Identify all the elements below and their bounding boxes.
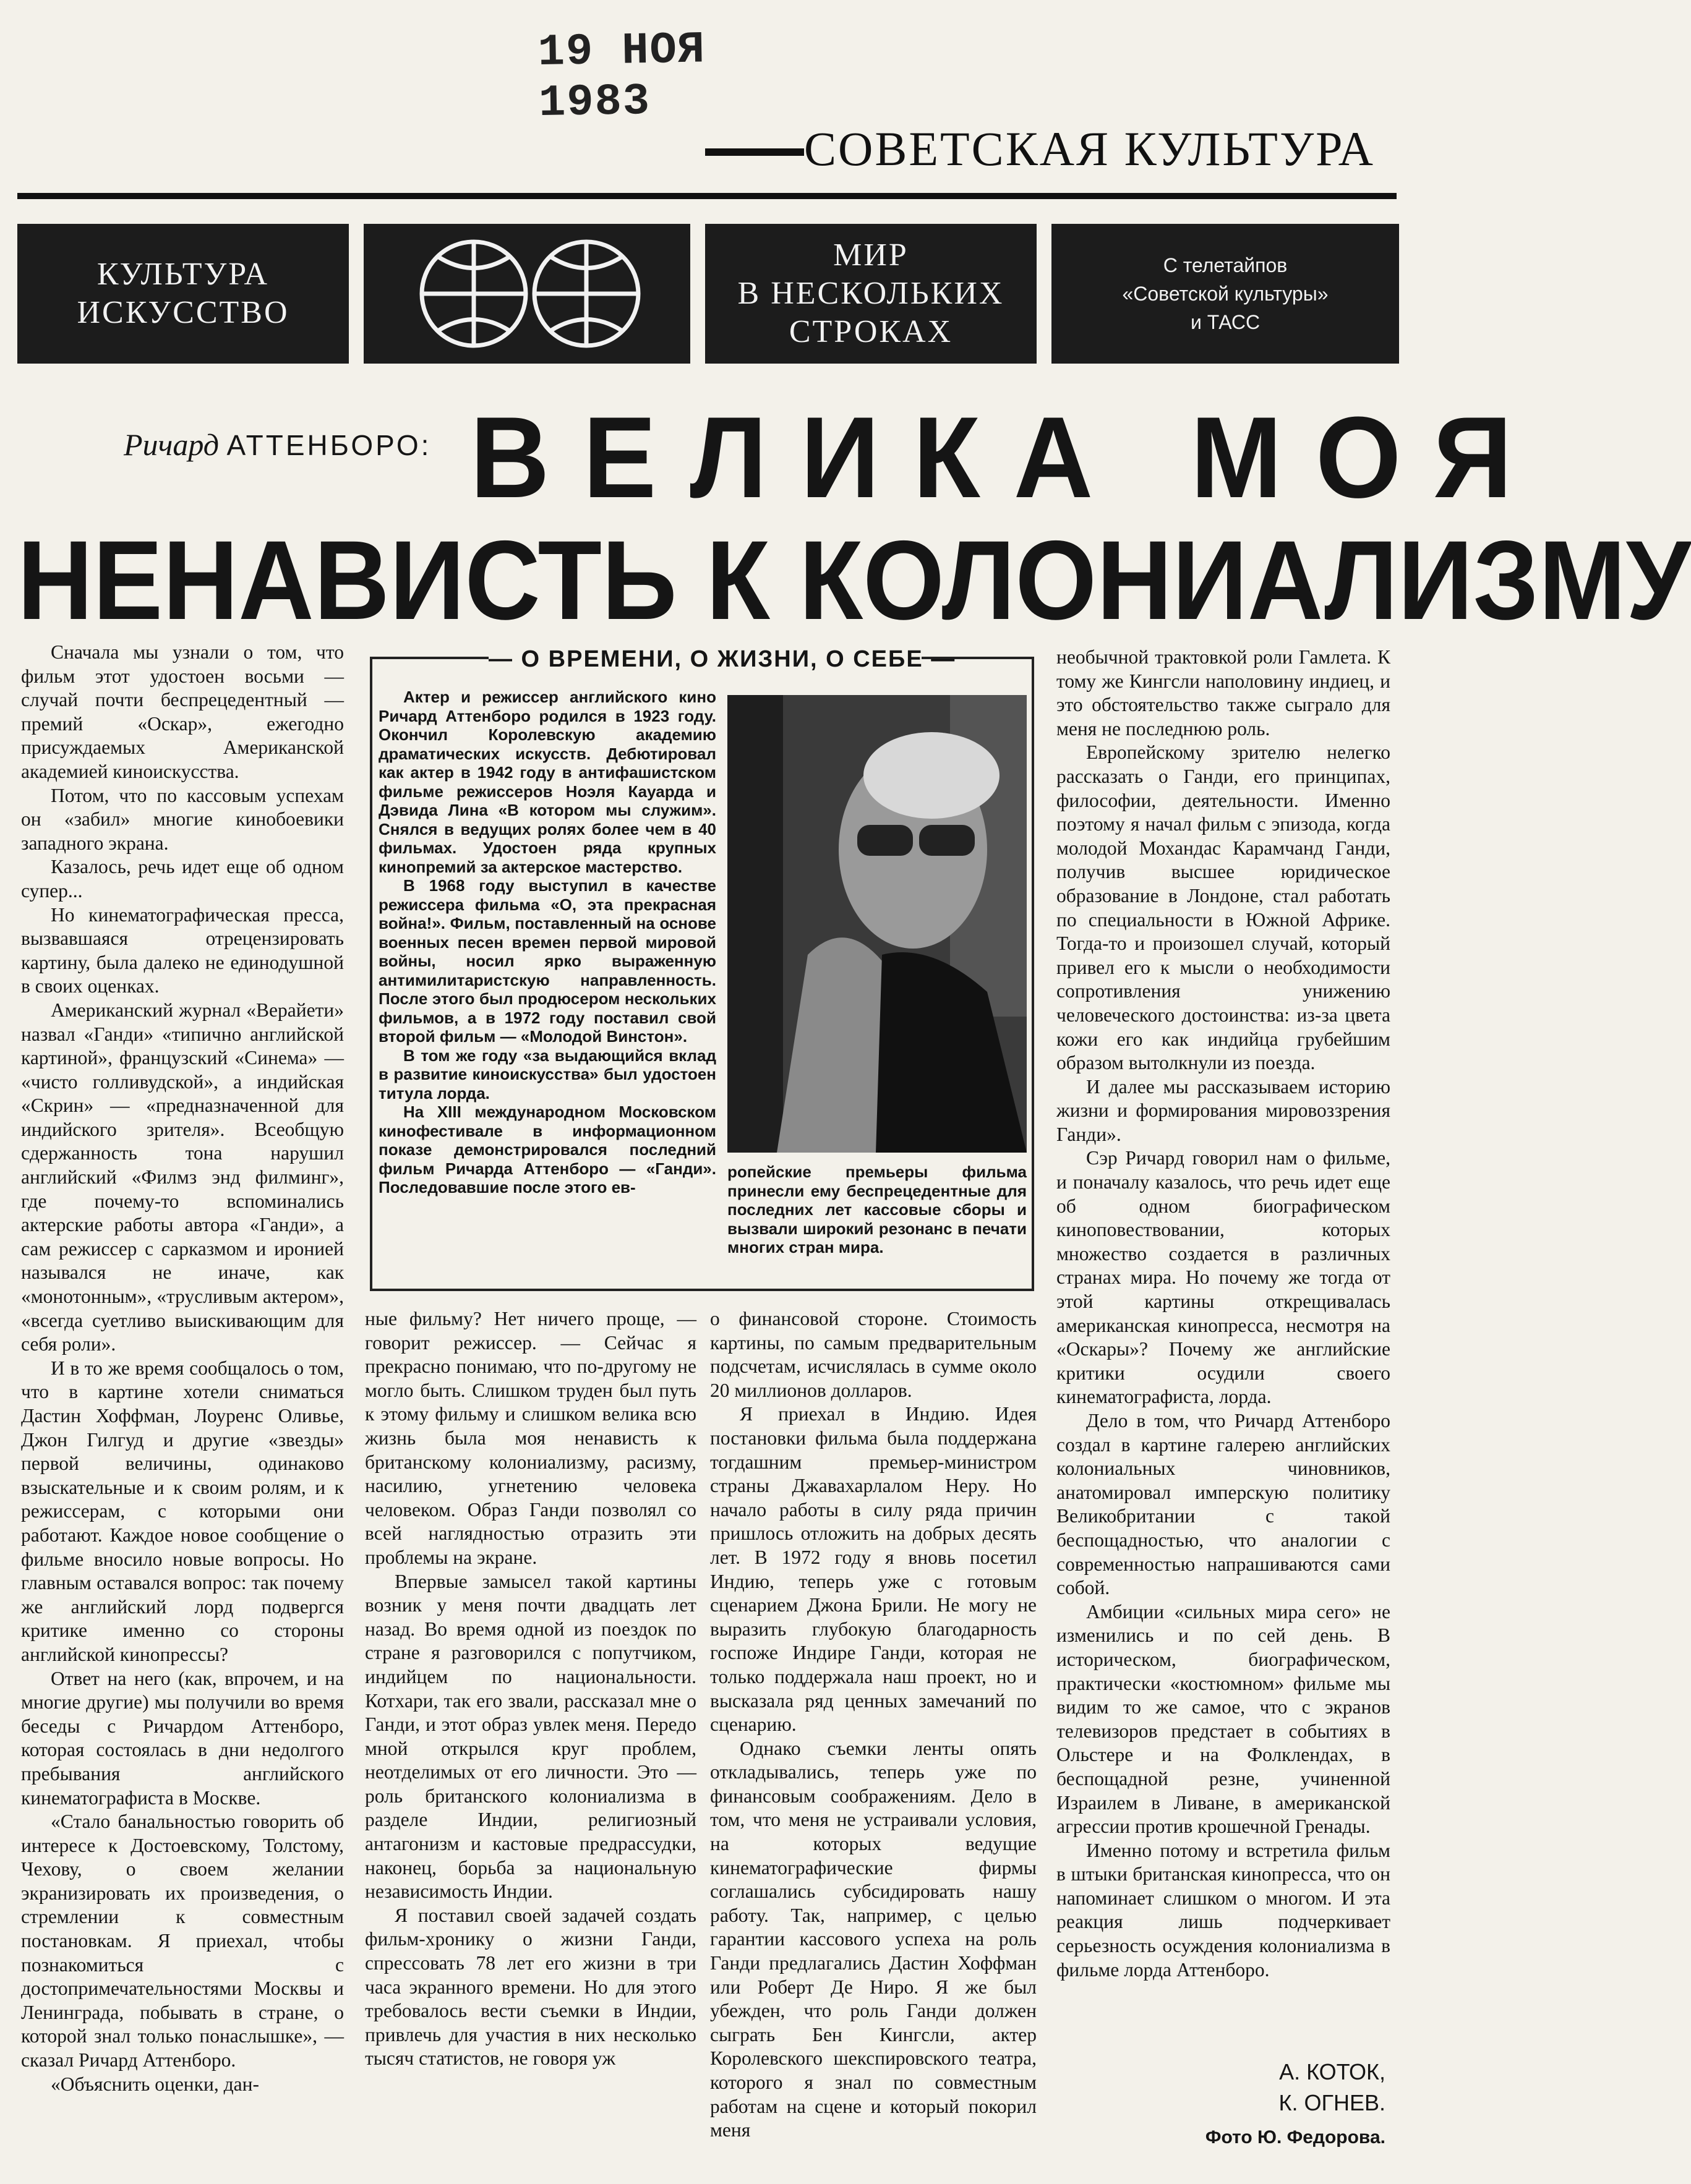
col1-paragraph: «Объяснить оценки, дан- bbox=[51, 2073, 259, 2095]
newspaper-name: СОВЕТСКАЯ КУЛЬТУРА bbox=[804, 122, 1375, 176]
col4-paragraph: И далее мы рассказываем историю жизни и формирования мировоззрения Ганди». bbox=[1056, 1075, 1390, 1145]
col1-paragraph: И в то же время сообщалось о том, что в картине хотели сниматься Дастин Хоффман, Лоуренс Оливье, Джон Гилгуд и другие «звезды» первой величины, одинаково взыскательные и к своим ролям, и к режиссерам, с которыми они работают. Каждое новое сообщение о фильме вносило новые вопросы. Но главным оставался вопрос: так почему же английский лорд подвергся критике именно со стороны английской кинопрессы? bbox=[21, 1357, 344, 1665]
bio-box-subtitle: — О ВРЕМЕНИ, О ЖИЗНИ, О СЕБЕ — bbox=[489, 643, 922, 675]
col3-paragraph: о финансовой стороне. Стоимость картины, по самым предварительным подсчетам, исчислялась в сумме около 20 миллионов долларов. bbox=[710, 1308, 1037, 1401]
col2-paragraph: Впервые замысел такой картины возник у меня почти двадцать лет назад. Во время одной из поездок по стране я разговорился с попутчиком, индийцем по национальности. Котхари, так его звали, рассказал мне о Ганди, и этот образ увлек меня. Передо мной открылся круг проблем, неотделимых от его личности. Это — роль британского колониализма в разделе Индии, религиозный антагонизм и кастовые предрассудки, наконец, борьба за национальную независимость Индии. bbox=[365, 1570, 696, 1903]
col4-paragraph: Дело в том, что Ричард Аттенборо создал в картине галерею английских колониальных чиновников, анатомировал имперскую политику Великобритании с такой беспощадностью, что аналогии с современностью напрашиваются сами собой. bbox=[1056, 1410, 1390, 1599]
col1-paragraph: «Стало банальностью говорить об интересе к Достоевскому, Толстому, Чехову, о своем желании экранизировать их произведения, о стремлении к совместным постановкам. Я приехал, чтобы познакомиться с достопримечательностями Москвы и Ленинграда, побывать в стране, о которой знал только понаслышке», — сказал Ричард Аттенборо. bbox=[21, 1811, 344, 2071]
bio-paragraph: Актер и режиссер английского кино Ричард Аттенборо родился в 1923 году. Окончил Королевскую академию драматических искусств. Дебютировал как актер в 1942 году в антифашистском фильме режиссеров Ноэля Кауарда и Дэвида Лина «В котором мы служим». Снялся в ведущих ролях более чем в 40 фильмах. Удостоен ряда крупных кинопремий за актерское мастерство. bbox=[379, 688, 716, 876]
globe-icon bbox=[364, 224, 690, 364]
article-column-3 bbox=[710, 1307, 1037, 2184]
col4-paragraph: необычной трактовкой роли Гамлета. К тому же Кингсли наполовину индиец, и это обстоятельство также сыграло для меня не последнюю роль. bbox=[1056, 646, 1390, 740]
photo-credit: Фото Ю. Федорова. bbox=[1205, 2127, 1385, 2148]
headline-line-1: ВЕЛИКА МОЯ bbox=[470, 393, 1546, 522]
bio-box-left-column bbox=[379, 688, 716, 1282]
col1-paragraph: Ответ на него (как, впрочем, и на многие другие) мы получили во время беседы с Ричардом Аттенборо, которая состоялась в дни недолгого пребывания английского кинематографиста в Москве. bbox=[21, 1667, 344, 1809]
col1-paragraph: Сначала мы узнали о том, что фильм этот удостоен восьми — случай почти беспрецедентный — премий «Оскар», ежегодно присуждаемых Американской академией киноискусства. bbox=[21, 641, 344, 782]
col4-paragraph: Европейскому зрителю нелегко рассказать о Ганди, его принципах, философии, деятельности. Именно поэтому я начал фильм с эпизода, когда молодой Мохандас Карамчанд Ганди, получив высшее юридическое образование в Лондоне, стал работать по специальности в Южной Африке. Тогда-то и произошел случай, который привел его к мысли о необходимости сопротивления унижению человеческого достоинства: из-за цвета кожи его как индийца грубейшим образом вытолкнули из поезда. bbox=[1056, 741, 1390, 1074]
header-box-world bbox=[705, 224, 1037, 364]
article-column-1 bbox=[21, 641, 344, 2184]
header-box-world-label: МИР В НЕСКОЛЬКИХ СТРОКАХ bbox=[737, 237, 1004, 349]
author-signature-2: К. ОГНЕВ. bbox=[1278, 2090, 1385, 2115]
bio-box-right-column bbox=[727, 1162, 1027, 1284]
col1-paragraph: Потом, что по кассовым успехам он «забил» многие кинобоевики западного экрана. bbox=[21, 784, 344, 854]
col3-paragraph: Я приехал в Индию. Идея постановки фильма была поддержана тогдашним премьер-министром страны Джавахарлалом Неру. Но начало работы в силу ряда причин пришлось отложить на добрых десять лет. В 1972 году я вновь посетил Индию, теперь уже с готовым сценарием Джона Брили. Не могу не выразить глубокую благодарность госпоже Индире Ганди, которая не только поддержала наш проект, но и высказала ряд ценных замечаний по сценарию. bbox=[710, 1403, 1037, 1736]
bio-paragraph: В 1968 году выступил в качестве режиссера фильма «О, эта прекрасная война!». Фильм, поставленный на основе военных песен времен первой мировой войны, носил ярко выраженную антимилитаристскую направленность. После этого был продюсером нескольких фильмов, а в 1972 году поставил свой второй фильм — «Молодой Винстон». bbox=[379, 876, 716, 1046]
col1-paragraph: Американский журнал «Верайети» назвал «Ганди» «типично английской картиной», французский «Синема» — «чисто голливудской», а индийская «Скрин» — «предназначенной для индийского зрителя». Всеобщую сдержанность тона нарушил английский «Филмз энд филминг», где почему-то вспоминались актерские работы автора «Ганди», а сам режиссер с сарказмом и иронией назывался не иначе, как «монотонным», «трусливым актером», «всегда суетливо выискивающим для себя роли». bbox=[21, 999, 344, 1355]
bio-paragraph: На XIII международном Московском кинофестивале в информационном показе демонстрировался последний фильм Ричарда Аттенборо — «Ганди». Последовавшие после этого ев- bbox=[379, 1103, 716, 1197]
byline-last: АТТЕНБОРО: bbox=[226, 429, 432, 461]
headline-line-2: НЕНАВИСТЬ К КОЛОНИАЛИЗМУ bbox=[17, 517, 1691, 643]
col4-paragraph: Именно потому и встретила фильм в штыки британская кинопресса, что он напоминает слишком о многом. И эта реакция лишь подчеркивает серьезность осуждения колониализма в фильме лорда Аттенборо. bbox=[1056, 1839, 1390, 1981]
portrait-image bbox=[727, 695, 1027, 1153]
col1-paragraph: Казалось, речь идет еще об одном супер... bbox=[21, 856, 344, 902]
col4-paragraph: Амбиции «сильных мира сего» не изменились и по сей день. В историческом, биографическом, практически «костюмном» фильме мы видим то же самое, что с экранов телевизоров предстает в событиях в Ольстере и на Фолклендах, в беспощадной резне, учиненной Израилем в Ливане, в американской агрессии против крошечной Гренады. bbox=[1056, 1600, 1390, 1838]
byline-first: Ричард bbox=[124, 427, 220, 462]
article-column-4 bbox=[1056, 646, 1390, 2058]
header-box-teletype bbox=[1051, 224, 1399, 364]
header-box-culture-label: КУЛЬТУРА ИСКУССТВО bbox=[77, 257, 289, 330]
masthead-rule bbox=[705, 148, 804, 156]
byline bbox=[124, 427, 470, 476]
col2-paragraph: Я поставил своей задачей создать фильм-хронику о жизни Ганди, спрессовать 78 лет его жизни в три часа экранного времени. Но для этого требовалось вести съемки в Индии, привлечь для участия в них несколько тысяч статистов, не говоря уж bbox=[365, 1904, 696, 2070]
bio-paragraph: В том же году «за выдающийся вклад в развитие киноискусства» был удостоен титула лорда. bbox=[379, 1046, 716, 1103]
date-stamp: 19 НОЯ 1983 bbox=[537, 24, 706, 129]
header-box-teletype-label: С телетайпов «Советской культуры» и ТАСС bbox=[1122, 254, 1329, 333]
col3-paragraph: Однако съемки ленты опять откладывались, теперь уже по финансовым соображениям. Дело в том, что меня не устраивали условия, на которых ведущие кинематографические фирмы соглашались субсидировать нашу работу. Так, например, с целью гарантии кассового успеха на роль Ганди предлагались Дастин Хоффман или Роберт Де Ниро. Я же был убежден, что роль Ганди должен сыграть Бен Кингсли, актер Королевского шекспировского театра, которого я знал по совместным работам на сцене и который покорил меня bbox=[710, 1737, 1037, 2141]
author-signature-1: А. КОТОК, bbox=[1279, 2059, 1385, 2084]
col1-paragraph: Но кинематографическая пресса, вызвавшаяся отрецензировать картину, была далеко не единодушной в своих оценках. bbox=[21, 903, 344, 997]
col4-paragraph: Сэр Ричард говорил нам о фильме, и поначалу казалось, что речь идет еще об одном биографическом киноповествовании, которых множество создается в различных странах мира. Но почему же тогда от этой картины открещивалась американская кинопресса, несмотря на «Оскары»? Почему же английские критики осудили своего кинематографиста, лорда. bbox=[1056, 1147, 1390, 1408]
globe-logo bbox=[364, 224, 690, 364]
header-box-culture bbox=[17, 224, 349, 364]
header-rule bbox=[17, 193, 1397, 199]
bio-paragraph: ропейские премьеры фильма принесли ему беспрецедентные для последних лет кассовые сборы и вызвали широкий резонанс в печати многих стран мира. bbox=[727, 1162, 1027, 1256]
portrait-photo bbox=[727, 695, 1027, 1153]
article-column-2 bbox=[365, 1307, 696, 2184]
col2-paragraph: ные фильму? Нет ничего проще, — говорит режиссер. — Сейчас я прекрасно понимаю, что по-другому не могло быть. Слишком труден был путь к этому фильму и слишком велика всю жизнь была моя ненависть к британскому колониализму, расизму, насилию, угнетению человека человеком. Образ Ганди позволял со всей наглядностью отразить эти проблемы на экране. bbox=[365, 1308, 696, 1568]
